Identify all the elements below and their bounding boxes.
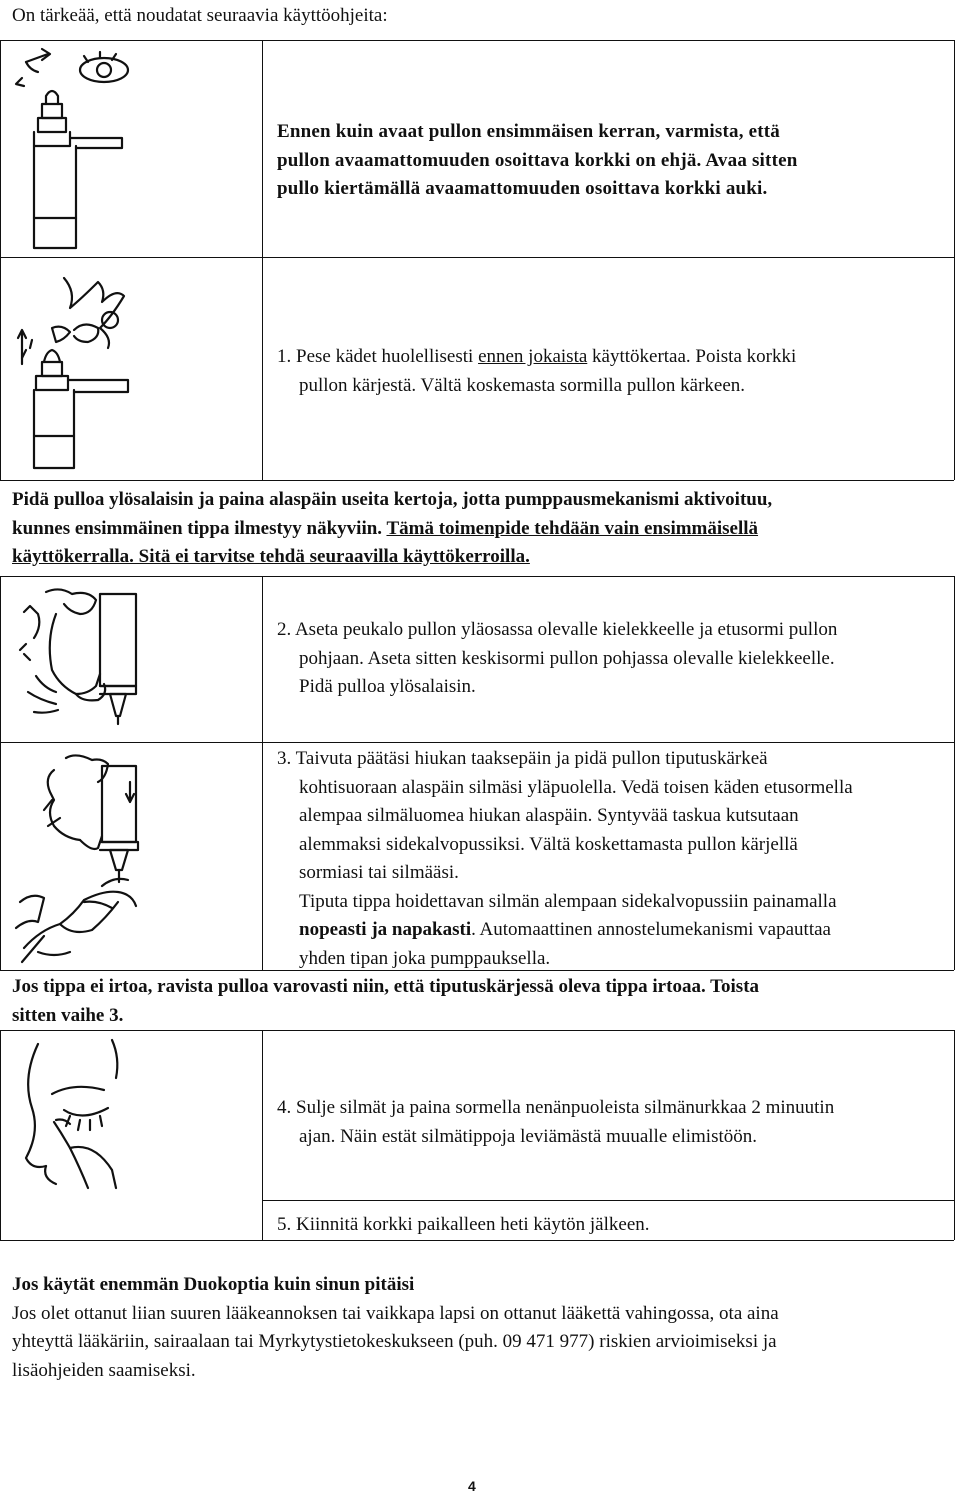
step-3-line-8: yhden tipan joka pumppauksella. (299, 947, 551, 969)
page-number: 4 (468, 1478, 476, 1494)
table-divider-6 (0, 1030, 954, 1031)
step-3-line-3: alempaa silmäluomea hiukan alaspäin. Syntyvää taskua kutsutaan (299, 805, 799, 826)
priming-line-2: kunnes ensimmäinen tippa ilmestyy näkyviin. Tämä toimenpide tehdään vain ensimmäisellä (12, 517, 759, 539)
overdose-line-1: Jos olet ottanut liian suuren lääkeannoksen tai vaikkapa lapsi on ottanut lääkettä vahingossa, ota aina (12, 1302, 779, 1324)
overdose-section (12, 1271, 779, 1385)
intro-text: On tärkeää, että noudatat seuraavia käyttöohjeita: (12, 5, 388, 26)
step-4 (277, 1094, 834, 1151)
step-4-line-2: ajan. Näin estät silmätippoja leviämästä muualle elimistöön. (299, 1125, 757, 1147)
table-col-2 (262, 576, 263, 970)
table-col-1 (262, 40, 263, 480)
table-divider-4 (0, 742, 954, 743)
table-col-3 (262, 1030, 263, 1240)
table-divider-7 (262, 1200, 954, 1201)
drop-note (12, 973, 759, 1030)
drop-note-line-2: sitten vaihe 3. (12, 1004, 124, 1026)
step-1-underlined: ennen jokaista (478, 346, 588, 367)
close-eye-press-icon (12, 1038, 127, 1190)
drop-note-line-1: Jos tippa ei irtoa, ravista pulloa varovasti niin, että tiputuskärjessä oleva tippa irtoaa. Toista (12, 976, 760, 997)
priming-emphasis-1: Tämä toimenpide tehdään vain ensimmäisellä (386, 517, 759, 539)
step-5: 5. Kiinnitä korkki paikalleen heti käytön jälkeen. (277, 1214, 650, 1235)
priming-line-1: Pidä pulloa ylösalaisin ja paina alaspäin useita kertoja, jotta pumppausmekanismi aktivoituu, (12, 489, 773, 510)
step-2-line-1: 2. Aseta peukalo pullon yläosassa olevalle kielekkeelle ja etusormi pullon (277, 619, 838, 640)
step-4-line-1: 4. Sulje silmät ja paina sormella nenänpuoleista silmänurkkaa 2 minuutin (277, 1097, 835, 1118)
step-3-line-1: 3. Taivuta päätäsi hiukan taaksepäin ja pidä pullon tiputuskärkeä (277, 748, 768, 769)
step-3-line-2: kohtisuoraan alaspäin silmäsi yläpuolella. Vedä toisen käden etusormella (299, 776, 853, 798)
table-right-2 (954, 576, 955, 970)
hands-remove-cap-icon (12, 268, 137, 473)
overdose-heading: Jos käytät enemmän Duokoptia kuin sinun pitäisi (12, 1274, 415, 1295)
overdose-line-2: yhteyttä lääkäriin, sairaalaan tai Myrkytystietokeskukseen (puh. 09 471 977) riskien arvioimiseksi ja (12, 1331, 777, 1352)
table-border-top (0, 40, 954, 41)
step-3-line-7: nopeasti ja napakasti. Automaattinen annostelumekanismi vapauttaa (299, 919, 831, 940)
step-3 (277, 745, 853, 973)
step-3-line-4: alemmaksi sidekalvopussiksi. Vältä koskettamasta pullon kärjellä (299, 833, 798, 855)
step-2-line-3: Pidä pulloa ylösalaisin. (299, 676, 476, 697)
step-3-bold: nopeasti ja napakasti (299, 919, 472, 940)
hand-hold-bottle-icon (16, 584, 141, 734)
priming-instructions (12, 486, 772, 572)
table-divider-2 (0, 480, 954, 481)
step-2 (277, 616, 837, 702)
table-right-1 (954, 40, 955, 480)
table-border-bottom (0, 1240, 954, 1241)
step-1-line-1: 1. Pese kädet huolellisesti ennen jokaista käyttökertaa. Poista korkki (277, 346, 797, 367)
step-2-line-2: pohjaan. Aseta sitten keskisormi pullon pohjassa olevalle kielekkeelle. (299, 647, 835, 669)
table-right-3 (954, 1030, 955, 1240)
table-left-2 (0, 576, 1, 970)
first-open-line-2: pullon avaamattomuuden osoittava korkki on ehjä. Avaa sitten (277, 149, 798, 171)
eye-drop-application-icon (14, 752, 144, 964)
first-open-instructions (277, 118, 798, 204)
table-left-1 (0, 40, 1, 480)
priming-line-3: käyttökerralla. Sitä ei tarvitse tehdä seuraavilla käyttökerroilla. (12, 546, 530, 567)
step-1-line-2: pullon kärjestä. Vältä koskemasta sormilla pullon kärkeen. (299, 374, 746, 396)
table-divider-3 (0, 576, 954, 577)
step-3-line-5: sormiasi tai silmääsi. (299, 862, 459, 883)
step-1 (277, 343, 796, 400)
overdose-line-3: lisäohjeiden saamiseksi. (12, 1359, 196, 1381)
table-left-3 (0, 1030, 1, 1240)
step-3-line-6: Tiputa tippa hoidettavan silmän alempaan sidekalvopussiin painamalla (299, 890, 837, 912)
first-open-line-3: pullo kiertämällä avaamattomuuden osoittava korkki auki. (277, 178, 768, 199)
table-divider-1 (0, 257, 954, 258)
bottle-seal-eye-icon (12, 48, 132, 253)
first-open-line-1: Ennen kuin avaat pullon ensimmäisen kerran, varmista, että (277, 121, 781, 142)
